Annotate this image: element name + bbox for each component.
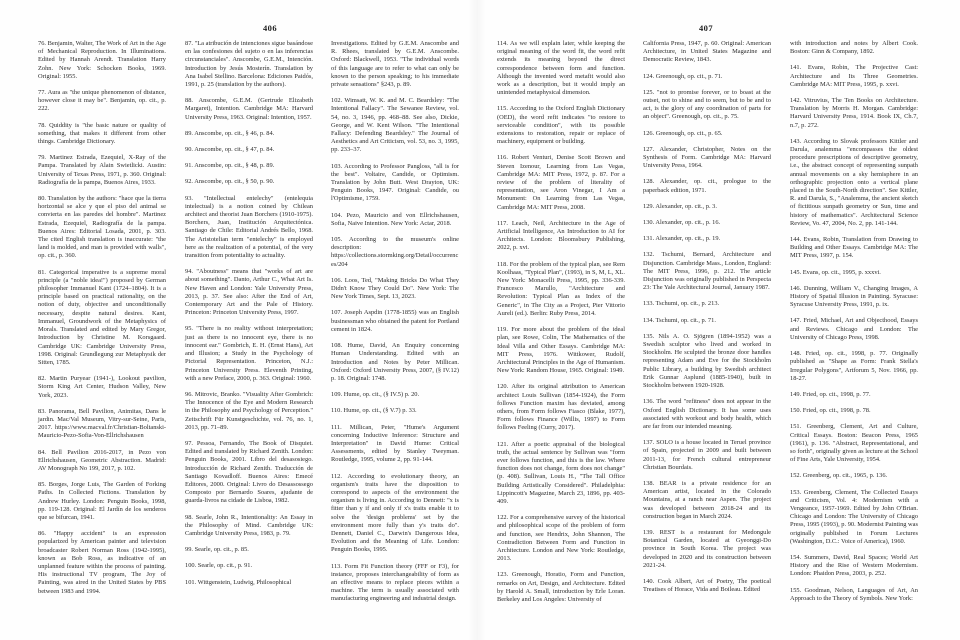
note-item: 125. "not to promise forever, or to boast at the outset, not to shine and to seem, but to be and to act, is the glory of any coordination of parts for an object". Greenough, op. cit., p. 75. xyxy=(643,88,771,121)
note-item: 127. Alexander, Christopher, Notes on the Synthesis of Form. Cambridge MA: Harvard University Press, 1964. xyxy=(643,145,771,170)
note-item: 80. Translation by the authors: "hace que la tierra horizontal se alce y que el piso del animal se convierta en las paredes del hombre". Martinez Estrada, Ezequiel, Radiografía de la pampa. Buenos Aires: Editorial Losada, 2001, p. 303. The cited English translation is inaccurate: "the land is molded, and man is provided with walls", op. cit., p. 360. xyxy=(38,195,166,260)
note-item: 139. REST is a restaurant for Medongule Botanical Garden, located at Gyeonggi-Do province in South Korea. The project was developed in 2020 and its construction between 2021-24. xyxy=(643,528,771,569)
note-item: 107. Joseph Aspdin (1778-1855) was an English businessman who obtained the patent for Portland cement in 1824. xyxy=(331,309,459,333)
note-item: 151. Greenberg, Clement, Art and Culture, Critical Essays. Boston: Beacon Press, 1965 (1961), p. 136. "Abstract, Representational, and so forth", originally given as lecture at the School of Fine Arts, Yale University, 1954. xyxy=(790,423,918,464)
note-item: 104. Pezo, Mauricio and von Ellrichshausen, Sofia, Naive Intention. New York: Actar, 2018. xyxy=(331,211,459,227)
page-406 xyxy=(0,0,477,640)
note-item: 109. Hume, op. cit., (§ IV.5) p. 20. xyxy=(331,391,420,399)
note-item: 146. Dunning, William V., Changing Images, A History of Spatial Illusion in Painting. Syracuse: Syracuse University Press, 1991, p. ix. xyxy=(790,284,918,309)
note-item: 126. Greenough, op. cit., p. 65. xyxy=(643,129,723,137)
note-item: 94. "Aboutness" means that "works of art are about something". Danto, Arthur C., What Art Is. New Haven and London: Yale University Press, 2013, p. 37. See also: After the End of Art, Contemporary Art and the Pale of History. Princeton: Princeton University Press, 1997. xyxy=(185,268,313,317)
note-item: 134. Tschumi, op. cit., p. 71. xyxy=(643,316,716,324)
note-item: 103. According to Professor Pangloss, "all is for the best". Voltaire, Candide, or Optimism. Translation by John Butt. West Drayton, UK: Penguin Books, 1947. Original: Candide, ou l'Optimisme, 1759. xyxy=(331,162,459,203)
note-item: 142. Vitruvius, The Ten Books on Architecture. Translation by Morris H. Morgan. Cambridge: Harvard University Press, 1914. Book IX, Ch.7, n.7, p. 272. xyxy=(790,97,918,129)
note-item: 131. Alexander, op. cit., p. 19. xyxy=(643,235,721,243)
notes-column-1 xyxy=(38,40,166,604)
note-item: 114. As we will explain later, while keeping the original meaning of the word fit, the word refit extends its meaning beyond the direct correspondence between form and function. Although the invented word metafit would also work as a description, but it would imply an unintended metaphysical dimension. xyxy=(497,40,625,97)
note-item: 138. BEAR is a private residence for an American artist, located in the Colorado Mountains, at a ranch near Aspen. The project was developed between 2018-24 and its construction began in March 2024. xyxy=(643,479,771,520)
note-item: 78. Quiddity is "the basic nature or quality of something, that makes it different from other things. Cambridge Dictionary. xyxy=(38,121,166,146)
note-item: 150. Fried, op. cit., 1998, p. 78. xyxy=(790,407,871,415)
note-item: 141. Evans, Robin, The Projective Cast: Architecture and Its Three Geometries. Cambridge MA: MIT Press, 1995, p. xxvi. xyxy=(790,64,918,88)
note-item: 96. Mitrovic, Branko. "Visuality After Gombrich: The Innocence of the Eye and Modern Research in the Philosophy and Psychology of Perception." Zeitschrift Für Kunstgeschichte, vol. 76, no. 1, 2013, pp. 71–89. xyxy=(185,390,313,431)
note-item: 154. Summers, David, Real Spaces; World Art History and the Rise of Western Modernism. London: Phaidon Press, 2003, p. 252. xyxy=(790,553,918,578)
note-item: with introduction and notes by Albert Cook. Boston: Ginn & Company, 1892. xyxy=(790,40,918,56)
note-item: 111. Millican, Peter, "Hume's Argument concerning Inductive Inference: Structure and Interpretation" in David Hume: Critical Assessments, edited by Stanley Tweyman. Routledge, 1995, volume 2, pp. 91-144. xyxy=(331,423,459,464)
note-item: 121. After a poetic appraisal of the biological truth, the actual sentence by Sullivan was "form ever follows function, and this is the law. Where function does not change, form does not change" (p. 408). Sullivan, Louis H., "The Tall Office Building Artistically Considered". Philadelphia: Lippincott's Magazine, March 23, 1896, pp. 403-409. xyxy=(497,440,625,505)
note-item: 79. Martinez Estrada, Ezequiel, X-Ray of the Pampa. Translated by Alain Swietlicki. Austin: University of Texas Press, 1971, p. 360. Original: Radiografía de la pampa, Buenos Aires, 1933. xyxy=(38,154,166,186)
page-407 xyxy=(477,0,954,640)
page-number-right: 407 xyxy=(699,23,713,33)
note-item: 85. Borges, Jorge Luis, The Garden of Forking Paths. In Collected Fictions. Translation by Andrew Hurley. London: Penguin Books, 1998, pp. 119-128. Original: El Jardín de los senderos que se bifurcan, 1941. xyxy=(38,481,166,521)
note-item: 82. Martin Puryear (1941-), Lookout pavilion, Storm King Art Center, Hudson Valley, New York, 2023. xyxy=(38,375,166,399)
note-item: 91. Anscombe, op. cit., § 48, p. 89. xyxy=(185,162,275,170)
note-item: 145. Evans, op. cit., 1995, p. xxxvi. xyxy=(790,268,881,276)
note-item: 101. Wittgenstein, Ludwig, Philosophical xyxy=(185,578,292,586)
notes-column-2 xyxy=(185,40,313,595)
note-item: 77. Aura as "the unique phenomenon of distance, however close it may be". Benjamin, op. cit., p. 222. xyxy=(38,89,166,113)
note-item: 90. Anscombe, op. cit., § 47, p. 84. xyxy=(185,146,275,154)
note-item: 84. Bell Pavilion 2016-2017, in Pezo von Ellrichshausen, Geometric Abstraction. Madrid: AV Monograph No 199, 2017, p. 102. xyxy=(38,448,166,472)
note-item: 135. Nils A. O. Sjögren (1894-1952) was a Swedish sculptor who lived and worked in Stockholm. He sculpted the bronze door handles representing Adam and Eve for the Stockholm Public Library, a building by Swedish architect Erik Gunnar Asplund (1885-1940), built in Stockholm between 1920-1928. xyxy=(643,332,771,390)
note-item: 140. Cook Albert, Art of Poetry, The poetical Treatises of Horace, Vida and Boileau. Edited xyxy=(643,577,771,594)
note-item: 115. According to the Oxford English Dictionary (OED), the word refit indicates "to restore to serviceable condition", with its possible extensions to restoration, repair or replace of machinery, equipment or building. xyxy=(497,105,625,146)
note-item: 93. "Intellectual entelechy" (entelequia intelectual) is a notion coined by Chilean architect and theorist Juan Borchers (1910-1975). Borchers, Juan, Institución Arquitectónica. Santiago de Chile: Editorial Andrés Bello, 1968. The Aristotelian term "entelechy" is employed here as the realization of a potential, of the very transition from potentiality to actuality. xyxy=(185,194,313,260)
note-item: 144. Evans, Robin, Translation from Drawing to Building and Other Essays. Cambridge MA: The MIT Press, 1997, p. 154. xyxy=(790,236,918,260)
note-item: 117. Leach, Neil, Architecture in the Age of Artificial Intelligence, An Introduction to AI for Architects. London: Bloomsbury Publishing, 2022, p. xvi. xyxy=(497,219,625,252)
note-item: 105. According to the museum's online description: https://collections.stormking.org/Detail/occurrences/204 xyxy=(331,236,459,268)
note-item: 152. Greenberg, op. cit., 1965, p. 136. xyxy=(790,472,888,480)
notes-column-3 xyxy=(331,40,459,612)
note-item: 102. Wimsatt, W. K. and M. C. Beardsley: "The Intentional Fallacy". The Sewanee Review, vol. 54, no. 3, 1946, pp. 468–88. See also, Dickie, George, and W. Kent Wilson. "The Intentional Fallacy: Defending Beardsley." The Journal of Aesthetics and Art Criticism, vol. 53, no. 3, 1995, pp. 233–37. xyxy=(331,97,459,154)
note-item: 133. Tschumi, op. cit., p. 213. xyxy=(643,300,720,308)
page-number-left: 406 xyxy=(263,23,277,33)
note-item: 124. Greenough, op. cit., p. 71. xyxy=(643,72,723,80)
note-item: 100. Searle, op. cit., p. 91. xyxy=(185,562,253,570)
note-item: 148. Fried, op. cit., 1998, p. 77. Originally published as "Shape as Form: Frank Stella's Irregular Polygons", Artforum 5, Nov. 1966, pp. 18-27. xyxy=(790,350,918,382)
note-item: 97. Pessoa, Fernando, The Book of Disquiet. Edited and translated by Richard Zenith. London: Penguin Books, 2001. Libro del desasosiego. Introducción de Richard Zenith. Traducción de Santiago Kovadloff. Buenos Aires: Emecé Editores, 2000. Original: Livro do Desassossego Composto por Bernardo Soares, ajudante de guarda-livros na cidade de Lisboa, 1982. xyxy=(185,439,313,505)
note-item: 92. Anscombe, op. cit., § 50, p. 90. xyxy=(185,178,275,186)
note-item: 123. Greenough, Horatio, Form and Function, remarks on Art, Design, and Architecture. Edited by Harold A. Small, introduction by Erle Loran. Berkeley and Los Angeles: University of xyxy=(497,571,625,603)
note-item: 130. Alexander, op. cit., p. 16. xyxy=(643,219,721,227)
note-item: California Press, 1947, p. 60. Original: American Architecture, in United States Magazine and Democratic Review, 1843. xyxy=(643,40,771,64)
note-item: 119. For more about the problem of the ideal plan, see Rowe, Colin, The Mathematics of the Ideal Villa and Other Essays. Cambridge MA: MIT Press, 1976. Wittkower, Rudolf, Architectural Principles in the Age of Humanism. New York: Random House, 1965. Original: 1949. xyxy=(497,326,625,375)
note-item: 83. Panorama, Bell Pavilion, Animitas, Dans le jardin. Mac/Val Museum, Vitry-sur-Seine, Paris, 2017. https://www.macval.fr/Christian-Boltanski-Mauricio-Pezo-Sofia-Von-Ellrichshausen xyxy=(38,407,166,440)
note-item: 88. Anscombe, G.E.M. (Gertrude Elizabeth Margaret), Intention. Cambridge MA: Harvard University Press, 1963. Original: Intention, 1957. xyxy=(185,97,313,121)
note-item: 112. According to evolutionary theory, an organism's traits have the disposition to correspond to aspects of the environment the organism is living in. According to Dennett: "x is fitter than y if and only if x's traits enable it to solve the 'design problems' set by the environment more fully than y's traits do". Dennett, Daniel C., Darwin's Dangerous Idea, Evolution and the Meaning of Life. London: Penguin Books, 1995. xyxy=(331,472,459,554)
note-item: 149. Fried, op. cit., 1998, p. 77. xyxy=(790,390,871,398)
note-item: 155. Goodman, Nelson, Languages of Art, An Approach to the Theory of Symbols. New York: xyxy=(790,586,918,602)
note-item: 116. Robert Venturi, Denise Scott Brown and Steven Izenour, Learning from Las Vegas, Cambridge MA: MIT Press, 1972, p. 87. For a review of the problem of literality of representation, see Aron Vinegar, I Am a Monument: On Learning from Las Vegas, Cambridge MA: MIT Press, 2008. xyxy=(497,154,625,211)
note-item: 99. Searle, op. cit., p. 85. xyxy=(185,546,249,554)
note-item: 153. Greenberg, Clement, The Collected Essays and Criticism, Vol. 4: Modernism with a Vengeance, 1957-1969. Edited by John O'Brian. Chicago and London: The University of Chicago Press, 1995 (1993), p. 90. Modernist Painting was originally published in Forum Lectures (Washington, D.C.: Voice of America), 1960. xyxy=(790,488,918,545)
note-item: 147. Fried, Michael, Art and Objecthood, Essays and Reviews. Chicago and London: The University of Chicago Press, 1998. xyxy=(790,317,918,341)
note-item: 129. Alexander, op. cit., p. 3. xyxy=(643,202,717,210)
notes-column-5 xyxy=(643,40,771,602)
note-item: 108. Hume, David, An Enquiry concerning Human Understanding. Edited with an Introduction and Notes by Peter Millican. Oxford: Oxford University Press, 2007, (§ IV.12) p. 18. Original: 1748. xyxy=(331,342,459,382)
note-item: 120. After its original attribution to American architect Louis Sullivan (1854-1924), the Form follows Function maxim has deviated, among others, from Form follows Fiasco (Blake, 1977), Form follows Finance (Willis, 1997) to Form follows Feeling (Curry, 2017). xyxy=(497,383,625,432)
note-item: Investigations. Edited by G.E.M. Anscombe and R. Rhees, translated by G.E.M. Anscombe. Oxford: Blackwell, 1953. "The individual words of this language are to refer to what can only be known to the person speaking; to his immediate private sensations" §243, p. 89. xyxy=(331,40,459,89)
note-item: 89. Anscombe, op. cit., § 46, p. 84. xyxy=(185,129,275,137)
note-item: 95. "There is no reality without interpretation; just as there is no innocent eye, there is no innocent ear." Gombrich, E. H. (Ernst Hans), Art and Illusion; a Study in the Psychology of Pictorial Representation. Princeton, N.J.: Princeton University Press. Eleventh Printing, with a new Preface, 2000, p. 363. Original: 1960. xyxy=(185,325,313,382)
note-item: 143. According to Slovak professors Kittler and Darula, analemma "encompasses the oldest procedure prescriptions of descriptive geometry, i.e., the abstract concept of representing sunpath annual movements on a sky hemisphere in an orthographic projection onto a vertical plane placed in the South-North direction". See Kittler, R. and Darula, S., "Analemma, the ancient sketch of fictitious sunpath geometry or Sun, time and history of mathematics". Architectural Science Review, Vo. 47, 2004, No. 2, pp. 141-144. xyxy=(790,137,918,227)
note-item: 81. Categorical imperative is a supreme moral principle (a "noble idea!") proposed by German philosopher Immanuel Kant (1724–1804). It is a principle based on practical rationality, on the notion of duty, objective and unconditionally necessary, despite natural desires. Kant, Immanuel, Groundwork of the Metaphysics of Morals. Translated and edited by Mary Gregor, Introduction by Christine M. Korsgaard. Cambridge UK: Cambridge University Press, 1998. Original: Grundlegung zur Metaphysik der Sitten, 1785. xyxy=(38,268,166,366)
note-item: 136. The word "refitness" does not appear in the Oxford English Dictionary. It has some uses associated with workout and body health, which are far from our intended meaning. xyxy=(643,398,771,430)
note-item: 132. Tschumi, Bernard, Architecture and Disjunction. Cambridge Mass., London, England: The MIT Press, 1996, p. 212. The article Disjunction was originally published in Perspecta 23: The Yale Architectural Journal, January 1987. xyxy=(643,251,771,292)
notes-column-4 xyxy=(497,40,625,612)
note-item: 118. For the problem of the typical plan, see Rem Koolhaas, "Typical Plan", (1993), in S, M, L, XL. New York: Monacelli Press, 1995, pp. 336-339. Francesco Marullo, "Architecture and Revolution: Typical Plan as Index of the Generic", in The City as a Project, Pier Vittorio Aureli (ed.). Berlin: Ruby Press, 2014. xyxy=(497,260,625,317)
note-item: 110. Hume, op. cit., (§ V.7) p. 33. xyxy=(331,407,417,415)
note-item: 128. Alexander, op. cit., prologue to the paperback edition, 1971. xyxy=(643,178,771,194)
note-item: 106. Loos, Ted, "Making Bricks Do What They Didn't Know They Could Do". New York: The New York Times, Sept. 13, 2023. xyxy=(331,276,459,301)
note-item: 98. Searle, John R., Intentionality: An Essay in the Philosophy of Mind. Cambridge UK: Cambridge University Press, 1983, p. 79. xyxy=(185,513,313,537)
note-item: 122. For a comprehensive survey of the historical and philosophical scope of the problem of form and function, see Hendrix, John Shannon, The Contradiction Between Form and Function in Architecture. London and New York: Routledge, 2013. xyxy=(497,514,625,563)
notes-column-6 xyxy=(790,40,918,611)
note-item: 87. "La atribución de intenciones sigue basándose en las confesiones del sujeto o en las inferencias circunstanciales". Anscombe, G.E.M., Intención. Introduction by Jesús Mosterín. Translation by Ana Isabel Stellino. Barcelona: Ediciones Paidós, 1991, p. 25 (translation by the authors). xyxy=(185,40,313,89)
note-item: 137. SOLO is a house located in Teruel province of Spain, projected in 2009 and built between 2011-13, for French cultural entrepreneur Christian Bourdais. xyxy=(643,439,771,471)
note-item: 113. Form Fit Function theory (FFF or F3), for instance, proposes interchangeability of form as an effective means to replace pieces within a machine. The term is usually associated with manufacturing engineering and industrial design. xyxy=(331,562,459,603)
note-item: 86. "Happy accident" is an expression popularized by American painter and television broadcaster Robert Norman Ross (1942-1995), known as Bob Ross, as indicative of an unplanned feature within the process of painting. His instructional TV program, The Joy of Painting, was aired in the United States by PBS between 1983 and 1994. xyxy=(38,530,166,595)
note-item: 76. Benjamin, Walter, The Work of Art in the Age of Mechanical Reproduction. In Illuminations. Edited by Hannah Arendt. Translation Harry Zohn. New York: Schocken Books, 1969. Original: 1955. xyxy=(38,40,166,80)
